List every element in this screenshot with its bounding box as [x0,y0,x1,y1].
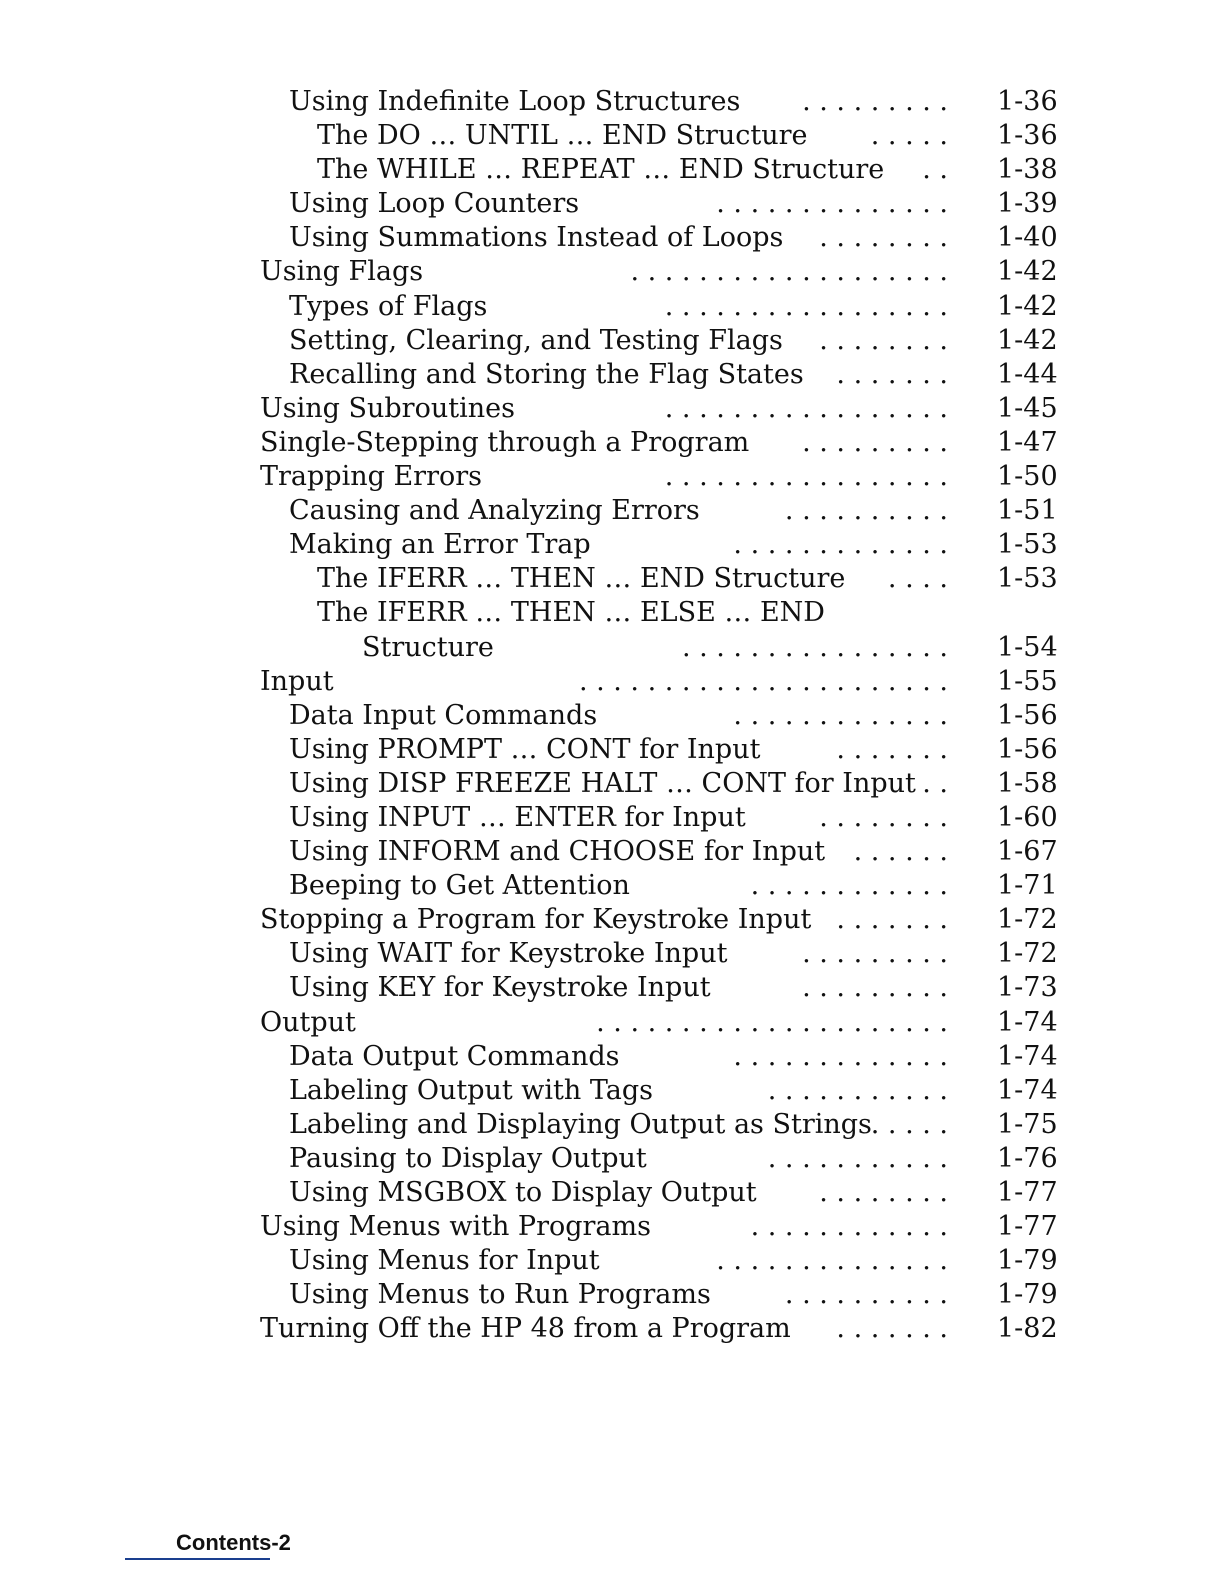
toc-leader-dots: . . . . . . . . . . [784,495,948,527]
toc-leader-dots: . . . . . . . . . . . [767,1142,948,1174]
toc-leader-dots: . . . . . . . . . . . . . . [716,188,948,220]
page-footer-label: Contents-2 [176,1530,291,1555]
toc-entry-page[interactable]: 1-56 [997,733,1058,765]
toc-entry-page[interactable]: 1-54 [997,631,1058,663]
toc-entry-title[interactable]: Recalling and Storing the Flag States [289,358,804,390]
toc-entry-page[interactable]: 1-79 [997,1279,1058,1311]
toc-entry-title[interactable]: Data Output Commands [289,1040,620,1072]
toc-entry-title[interactable]: Using MSGBOX to Display Output [289,1177,757,1208]
toc-entry[interactable] [0,460,1224,494]
toc-entry-page[interactable]: 1-76 [997,1142,1058,1174]
toc-entry-title[interactable]: Using Indefinite Loop Structures [289,86,741,117]
toc-entry[interactable] [0,1312,1224,1346]
toc-leader-dots: . . . . . . . . . . . . . . . . . . . [630,256,948,288]
toc-entry-page[interactable]: 1-74 [997,1006,1058,1038]
toc-entry[interactable] [0,1210,1224,1244]
toc-entry[interactable] [0,119,1224,153]
toc-entry[interactable] [0,937,1224,971]
toc-entry[interactable] [0,1006,1224,1040]
toc-entry-page[interactable]: 1-82 [997,1313,1058,1345]
toc-entry-page[interactable]: 1-42 [997,290,1058,322]
toc-entry-page[interactable]: 1-75 [997,1108,1058,1140]
toc-entry-page[interactable]: 1-45 [997,392,1058,424]
toc-entry-page[interactable]: 1-72 [997,904,1058,936]
toc-entry-title[interactable]: Pausing to Display Output [289,1142,647,1174]
toc-entry-title[interactable]: Using Subroutines [260,392,515,424]
toc-leader-dots: . . . . . . . . . [802,938,948,970]
toc-entry-title[interactable]: Single-Stepping through a Program [260,426,750,458]
toc-entry[interactable] [0,1074,1224,1108]
toc-leader-dots: . . . . . . . . [819,222,948,254]
toc-leader-dots: . . . . . . . . . . . . . . . . . [664,461,948,493]
toc-leader-dots: . . . . . . . . . . . . . . . . . . . . . . [578,665,948,697]
toc-entry-title[interactable]: Using WAIT for Keystroke Input [289,938,728,970]
toc-entry[interactable] [0,187,1224,221]
toc-entry-title[interactable]: Using INFORM and CHOOSE for Input [289,836,826,868]
toc-entry-title[interactable]: Trapping Errors [260,461,483,493]
toc-entry-page[interactable]: 1-47 [997,426,1058,458]
toc-entry-page[interactable]: 1-39 [997,188,1058,220]
toc-entry-title[interactable]: The DO … UNTIL … END Structure [317,120,808,152]
toc-entry[interactable] [0,869,1224,903]
toc-leader-dots: . . . . . . . . . . . . . . . . . . . . . [596,1006,948,1038]
toc-entry[interactable] [0,255,1224,289]
toc-entry[interactable] [0,971,1224,1005]
toc-leader-dots: . . . . . [870,120,948,152]
toc-leader-dots: . . . . . . . [836,904,948,936]
toc-entry-title[interactable]: Making an Error Trap [289,529,591,561]
toc-entry-title[interactable]: Using Menus with Programs [260,1211,651,1243]
toc-entry[interactable] [0,528,1224,562]
toc-entry[interactable] [0,1040,1224,1074]
toc-entry-page[interactable]: 1-51 [997,495,1058,527]
toc-entry-page[interactable]: 1-36 [997,120,1058,152]
toc-entry-page[interactable]: 1-74 [997,1074,1058,1106]
toc-leader-dots: . . [922,154,948,186]
toc-entry-title[interactable]: Data Input Commands [289,699,598,731]
toc-leader-dots: . . . . . . . . . . . . . [733,1040,948,1072]
toc-entry-title[interactable]: Output [260,1006,356,1038]
toc-entry[interactable] [0,1176,1224,1210]
toc-entry-page[interactable]: 1-40 [997,222,1058,254]
toc-leader-dots: . . . . . . . . . . [784,1279,948,1311]
toc-entry-title[interactable]: Using KEY for Keystroke Input [289,972,711,1004]
toc-leader-dots: . . . . . . . . [819,1177,948,1208]
toc-entry-title[interactable]: Labeling and Displaying Output as Strings [289,1108,872,1140]
toc-entry-title[interactable]: Using INPUT … ENTER for Input [289,801,746,833]
toc-entry-page[interactable]: 1-58 [997,767,1058,799]
toc-entry-page[interactable]: 1-42 [997,256,1058,288]
toc-entry[interactable] [0,426,1224,460]
toc-entry[interactable] [0,392,1224,426]
toc-entry-title[interactable]: Structure [362,631,494,663]
toc-entry[interactable] [0,290,1224,324]
toc-entry[interactable] [0,1244,1224,1278]
toc-entry-title[interactable]: Using Summations Instead of Loops [289,222,784,254]
toc-entry[interactable] [0,631,1224,665]
toc-leader-dots: . . . . . . . . . [802,86,948,117]
toc-entry-page[interactable]: 1-74 [997,1040,1058,1072]
toc-leader-dots: . . . . . . . . [819,324,948,356]
toc-entry-page[interactable]: 1-79 [997,1245,1058,1277]
toc-entry[interactable] [0,665,1224,699]
toc-entry[interactable] [0,1108,1224,1142]
toc-leader-dots: . . . . . . . [836,733,948,765]
toc-entry-page[interactable]: 1-38 [997,154,1058,186]
toc-entry[interactable] [0,221,1224,255]
toc-entry-page[interactable]: 1-36 [997,86,1058,117]
toc-entry-page[interactable]: 1-77 [997,1211,1058,1243]
toc-leader-dots: . . . . [887,563,948,595]
toc-leader-dots: . . . . . [870,1108,948,1140]
toc-entry-page[interactable]: 1-55 [997,665,1058,697]
toc-entry-page[interactable]: 1-53 [997,563,1058,595]
toc-entry-title[interactable]: Beeping to Get Attention [289,870,630,902]
toc-entry-title[interactable]: Using PROMPT … CONT for Input [289,733,761,765]
toc-leader-dots: . . . . . . . . . [802,972,948,1004]
toc-entry[interactable] [0,494,1224,528]
footer-rule [125,1558,270,1560]
toc-entry-title[interactable]: Types of Flags [289,290,488,322]
toc-entry[interactable] [0,1278,1224,1312]
toc-entry[interactable] [0,358,1224,392]
toc-entry-title[interactable]: Setting, Clearing, and Testing Flags [289,324,783,356]
toc-leader-dots: . . . . . . [853,836,948,868]
toc-leader-dots: . . [922,767,948,799]
toc-entry-page[interactable]: 1-72 [997,938,1058,970]
toc-leader-dots: . . . . . . . . . . . . [750,870,948,902]
toc-entry-title[interactable]: Using Menus to Run Programs [289,1279,711,1311]
toc-leader-dots: . . . . . . . . [819,801,948,833]
toc-entry[interactable] [0,1142,1224,1176]
toc-entry-page[interactable]: 1-60 [997,801,1058,833]
toc-entry-title[interactable]: The WHILE … REPEAT … END Structure [317,154,885,186]
toc-leader-dots: . . . . . . . . . . . [767,1074,948,1106]
toc-entry-title[interactable]: Using DISP FREEZE HALT … CONT for Input [289,767,916,799]
toc-leader-dots: . . . . . . . . . . . . . . . . . [664,290,948,322]
toc-entry[interactable] [0,153,1224,187]
toc-entry[interactable] [0,835,1224,869]
toc-entry-title[interactable]: Using Flags [260,256,424,288]
toc-entry-title[interactable]: Labeling Output with Tags [289,1074,654,1106]
toc-entry-title[interactable]: Input [260,665,334,697]
toc-entry[interactable] [0,562,1224,596]
toc-leader-dots: . . . . . . . . . . . . . . [716,1245,948,1277]
toc-entry[interactable] [0,733,1224,767]
toc-entry[interactable] [0,767,1224,801]
toc-entry-title[interactable]: Causing and Analyzing Errors [289,495,700,527]
toc-entry-title[interactable]: Turning Off the HP 48 from a Program [260,1313,791,1345]
toc-leader-dots: . . . . . . . . . [802,426,948,458]
toc-entry[interactable] [0,801,1224,835]
toc-leader-dots: . . . . . . . . . . . . . . . . . [664,392,948,424]
toc-entry[interactable] [0,596,1224,630]
toc-leader-dots: . . . . . . . [836,1313,948,1345]
toc-entry[interactable] [0,699,1224,733]
toc-entry-page[interactable]: 1-53 [997,529,1058,561]
toc-entry-page[interactable]: 1-50 [997,461,1058,493]
toc-leader-dots: . . . . . . . . . . . . . [733,699,948,731]
toc-entry-page[interactable]: 1-73 [997,972,1058,1004]
toc-entry-page[interactable]: 1-56 [997,699,1058,731]
toc-entry[interactable] [0,903,1224,937]
toc-entry-page[interactable]: 1-42 [997,324,1058,356]
toc-entry-page[interactable]: 1-77 [997,1177,1058,1208]
toc-entry-title[interactable]: Stopping a Program for Keystroke Input [260,904,812,936]
toc-entry-title[interactable]: Using Menus for Input [289,1245,600,1277]
toc-leader-dots: . . . . . . . . . . . . [750,1211,948,1243]
toc-entry[interactable] [0,324,1224,358]
toc-entry-title[interactable]: The IFERR … THEN … ELSE … END [317,597,825,629]
toc-entry-page[interactable]: 1-44 [997,358,1058,390]
toc-entry-title[interactable]: The IFERR … THEN … END Structure [317,563,846,595]
toc-leader-dots: . . . . . . . [836,358,948,390]
table-of-contents [0,85,1224,1346]
toc-entry-title[interactable]: Using Loop Counters [289,188,580,220]
toc-entry-page[interactable]: 1-67 [997,836,1058,868]
toc-entry[interactable] [0,85,1224,119]
toc-leader-dots: . . . . . . . . . . . . . . . . [681,631,948,663]
toc-entry-page[interactable]: 1-71 [997,870,1058,902]
toc-leader-dots: . . . . . . . . . . . . . [733,529,948,561]
